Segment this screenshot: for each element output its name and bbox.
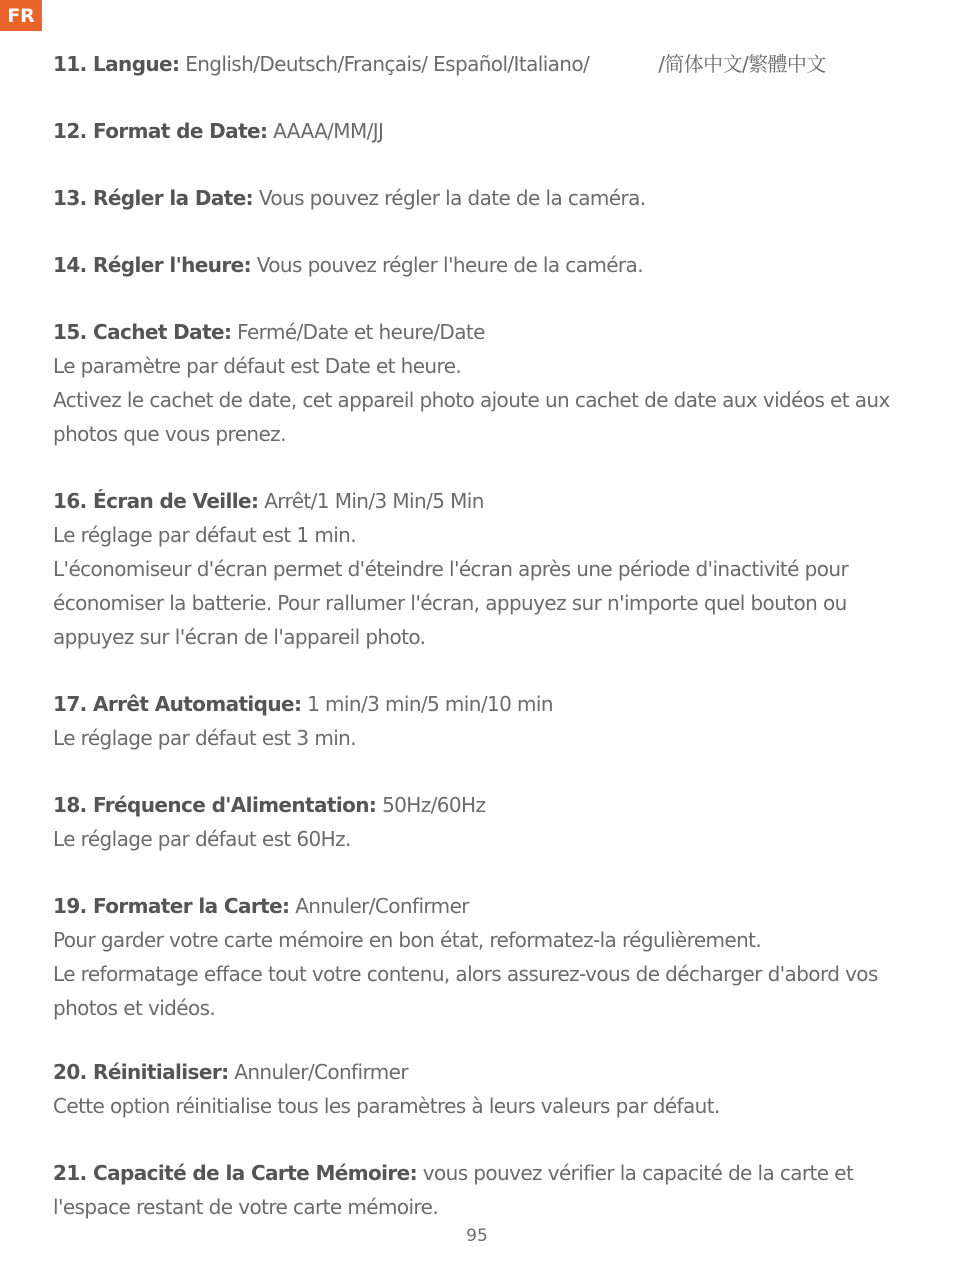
setting-description: Le réglage par défaut est 3 min. <box>53 726 356 750</box>
settings-list <box>53 47 913 1257</box>
setting-label: Régler la Date: <box>93 186 254 210</box>
setting-value: Vous pouvez régler la date de la caméra. <box>258 186 646 210</box>
setting-20: 20. Réinitialiser: Annuler/Confirmer Cette option réinitialise tous les paramètres à leurs valeurs par défaut. <box>53 1055 913 1123</box>
language-badge: FR <box>0 0 42 31</box>
setting-16: 16. Écran de Veille: Arrêt/1 Min/3 Min/5 Min Le réglage par défaut est 1 min. L'économiseur d'écran permet d'éteindre l'écran après une période d'inactivité pour économiser la batterie. Pour rallumer l'écran, appuyez sur n'importe quel bouton ou appuyez sur l'écran de l'appareil photo. <box>53 484 913 654</box>
setting-label: Capacité de la Carte Mémoire: <box>93 1161 418 1185</box>
setting-19: 19. Formater la Carte: Annuler/Confirmer Pour garder votre carte mémoire en bon état, reformatez-la régulièrement. Le reformatage efface tout votre contenu, alors assurez-vous de décharger d'abord vos photos et vidéos. <box>53 889 913 1025</box>
setting-18: 18. Fréquence d'Alimentation: 50Hz/60Hz Le réglage par défaut est 60Hz. <box>53 788 913 856</box>
setting-label: Format de Date: <box>93 119 268 143</box>
setting-number: 20 <box>53 1060 80 1084</box>
setting-number: 14 <box>53 253 80 277</box>
setting-description: Le reformatage efface tout votre contenu, alors assurez-vous de décharger d'abord vos photos et vidéos. <box>53 962 878 1020</box>
setting-number: 17 <box>53 692 80 716</box>
setting-value: 50Hz/60Hz <box>382 793 486 817</box>
setting-number: 16 <box>53 489 80 513</box>
setting-value: AAAA/MM/JJ <box>273 119 384 143</box>
setting-value: 1 min/3 min/5 min/10 min <box>307 692 553 716</box>
setting-21: 21. Capacité de la Carte Mémoire: vous pouvez vérifier la capacité de la carte et l'espace restant de votre carte mémoire. <box>53 1161 854 1219</box>
setting-description: Le réglage par défaut est 60Hz. <box>53 827 351 851</box>
setting-number: 11 <box>53 52 80 76</box>
setting-description: L'économiseur d'écran permet d'éteindre l'écran après une période d'inactivité pour économiser la batterie. Pour rallumer l'écran, appuyez sur n'importe quel bouton ou appuyez sur l'écran de l'appareil photo. <box>53 557 849 649</box>
setting-label: Arrêt Automatique: <box>93 692 302 716</box>
setting-value: vous pouvez vérifier la capacité de la carte et l'espace restant de votre carte mémoire. <box>53 1161 854 1219</box>
setting-15: 15. Cachet Date: Fermé/Date et heure/Date Le paramètre par défaut est Date et heure. Activez le cachet de date, cet appareil photo ajoute un cachet de date aux vidéos et aux photos que vous prenez. <box>53 315 913 451</box>
setting-value: Annuler/Confirmer <box>295 894 469 918</box>
setting-description: Le réglage par défaut est 1 min. <box>53 523 356 547</box>
setting-number: 18 <box>53 793 80 817</box>
setting-number: 12 <box>53 119 80 143</box>
setting-label: Langue: <box>93 52 180 76</box>
setting-label: Formater la Carte: <box>93 894 290 918</box>
setting-label: Écran de Veille: <box>93 489 259 513</box>
setting-label: Cachet Date: <box>93 320 232 344</box>
setting-number: 21 <box>53 1161 80 1185</box>
setting-label: Régler l'heure: <box>93 253 251 277</box>
setting-value: English/Deutsch/Français/ Español/Italiano/ /简体中文/繁體中文 <box>185 52 826 76</box>
setting-value: Annuler/Confirmer <box>234 1060 408 1084</box>
setting-number: 15 <box>53 320 80 344</box>
setting-number: 19 <box>53 894 80 918</box>
setting-12: 12. Format de Date: AAAA/MM/JJ <box>53 119 384 143</box>
setting-number: 13 <box>53 186 80 210</box>
setting-description: Pour garder votre carte mémoire en bon état, reformatez-la régulièrement. <box>53 928 762 952</box>
setting-value: Vous pouvez régler l'heure de la caméra. <box>256 253 643 277</box>
setting-label: Fréquence d'Alimentation: <box>93 793 377 817</box>
setting-description: Le paramètre par défaut est Date et heure. <box>53 354 462 378</box>
setting-description: Activez le cachet de date, cet appareil photo ajoute un cachet de date aux vidéos et aux photos que vous prenez. <box>53 388 890 446</box>
setting-label: Réinitialiser: <box>93 1060 229 1084</box>
setting-14: 14. Régler l'heure: Vous pouvez régler l'heure de la caméra. <box>53 253 643 277</box>
setting-11: 11. Langue: English/Deutsch/Français/ Español/Italiano/ /简体中文/繁體中文 <box>53 52 826 76</box>
setting-13: 13. Régler la Date: Vous pouvez régler la date de la caméra. <box>53 186 646 210</box>
setting-value: Arrêt/1 Min/3 Min/5 Min <box>264 489 484 513</box>
page-number: 95 <box>466 1226 488 1246</box>
setting-value: Fermé/Date et heure/Date <box>237 320 485 344</box>
setting-description: Cette option réinitialise tous les paramètres à leurs valeurs par défaut. <box>53 1094 720 1118</box>
setting-17: 17. Arrêt Automatique: 1 min/3 min/5 min/10 min Le réglage par défaut est 3 min. <box>53 687 913 755</box>
